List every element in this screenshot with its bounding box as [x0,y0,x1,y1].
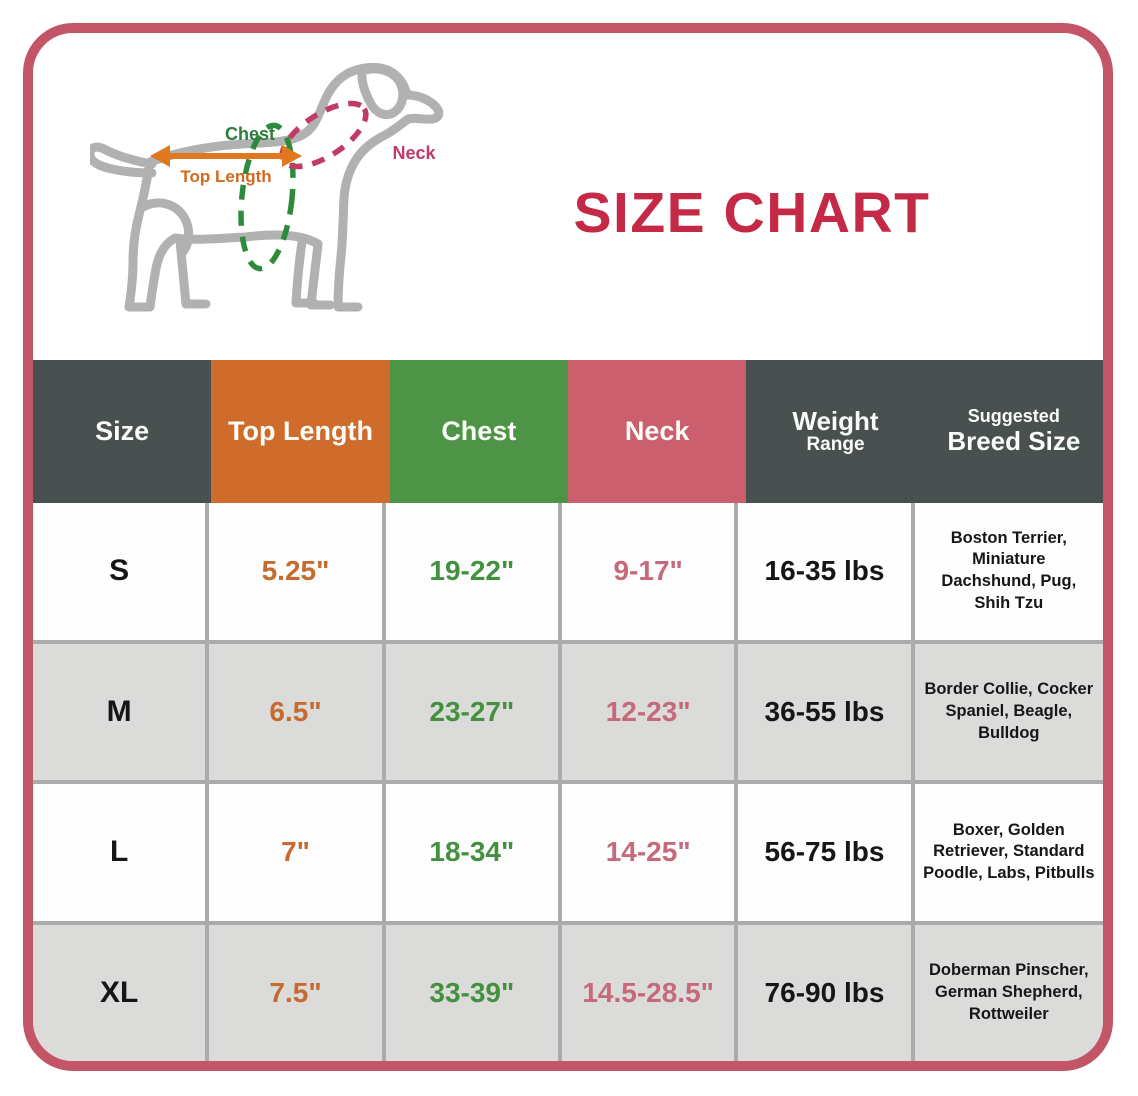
chest-diagram-label: Chest [224,124,276,144]
cell-top-length: 7.5" [205,925,381,1062]
neck-diagram-label: Neck [392,143,436,163]
size-chart-card [23,23,1113,1071]
cell-neck: 9-17" [558,503,734,640]
header-weight-main: Weight [792,405,879,436]
header-breed-size [925,360,1103,503]
header-breed-sub: Suggested [967,406,1060,427]
cell-chest: 19-22" [382,503,558,640]
cell-weight: 76-90 lbs [734,925,910,1062]
table-header-row [33,360,1103,503]
table-row-s [33,503,1103,640]
cell-top-length: 7" [205,784,381,921]
cell-weight: 56-75 lbs [734,784,910,921]
header-breed-main: Breed Size [947,426,1081,457]
size-table [33,360,1103,1061]
cell-neck: 12-23" [558,644,734,781]
cell-breeds: Border Collie, Cocker Spaniel, Beagle, Bulldog [911,644,1103,781]
cell-weight: 16-35 lbs [734,503,910,640]
table-row-xl [33,921,1103,1062]
cell-weight: 36-55 lbs [734,644,910,781]
header-chest: Chest [390,360,568,503]
header-size: Size [33,360,211,503]
table-row-l [33,780,1103,921]
cell-size: L [110,835,129,869]
cell-neck: 14-25" [558,784,734,921]
header-neck: Neck [568,360,746,503]
table-row-m [33,640,1103,781]
cell-top-length: 6.5" [205,644,381,781]
cell-neck: 14.5-28.5" [558,925,734,1062]
top-length-diagram-label: Top Length [180,167,272,186]
cell-size: XL [99,975,139,1009]
cell-size: M [106,694,132,728]
header-top-length: Top Length [211,360,389,503]
cell-size: S [109,554,130,588]
cell-chest: 23-27" [382,644,558,781]
cell-breeds: Doberman Pinscher, German Shepherd, Rottweiler [911,925,1103,1062]
table-body [33,503,1103,1061]
dog-outline [90,67,439,307]
top-section [33,33,1103,360]
page-title: SIZE CHART [573,181,931,245]
cell-chest: 33-39" [382,925,558,1062]
header-weight-range [746,360,924,503]
dog-measurement-diagram [90,51,462,337]
cell-chest: 18-34" [382,784,558,921]
cell-breeds: Boxer, Golden Retriever, Standard Poodle, Labs, Pitbulls [911,784,1103,921]
cell-breeds: Boston Terrier, Miniature Dachshund, Pug, Shih Tzu [911,503,1103,640]
cell-top-length: 5.25" [205,503,381,640]
header-weight-sub: Range [806,434,865,456]
